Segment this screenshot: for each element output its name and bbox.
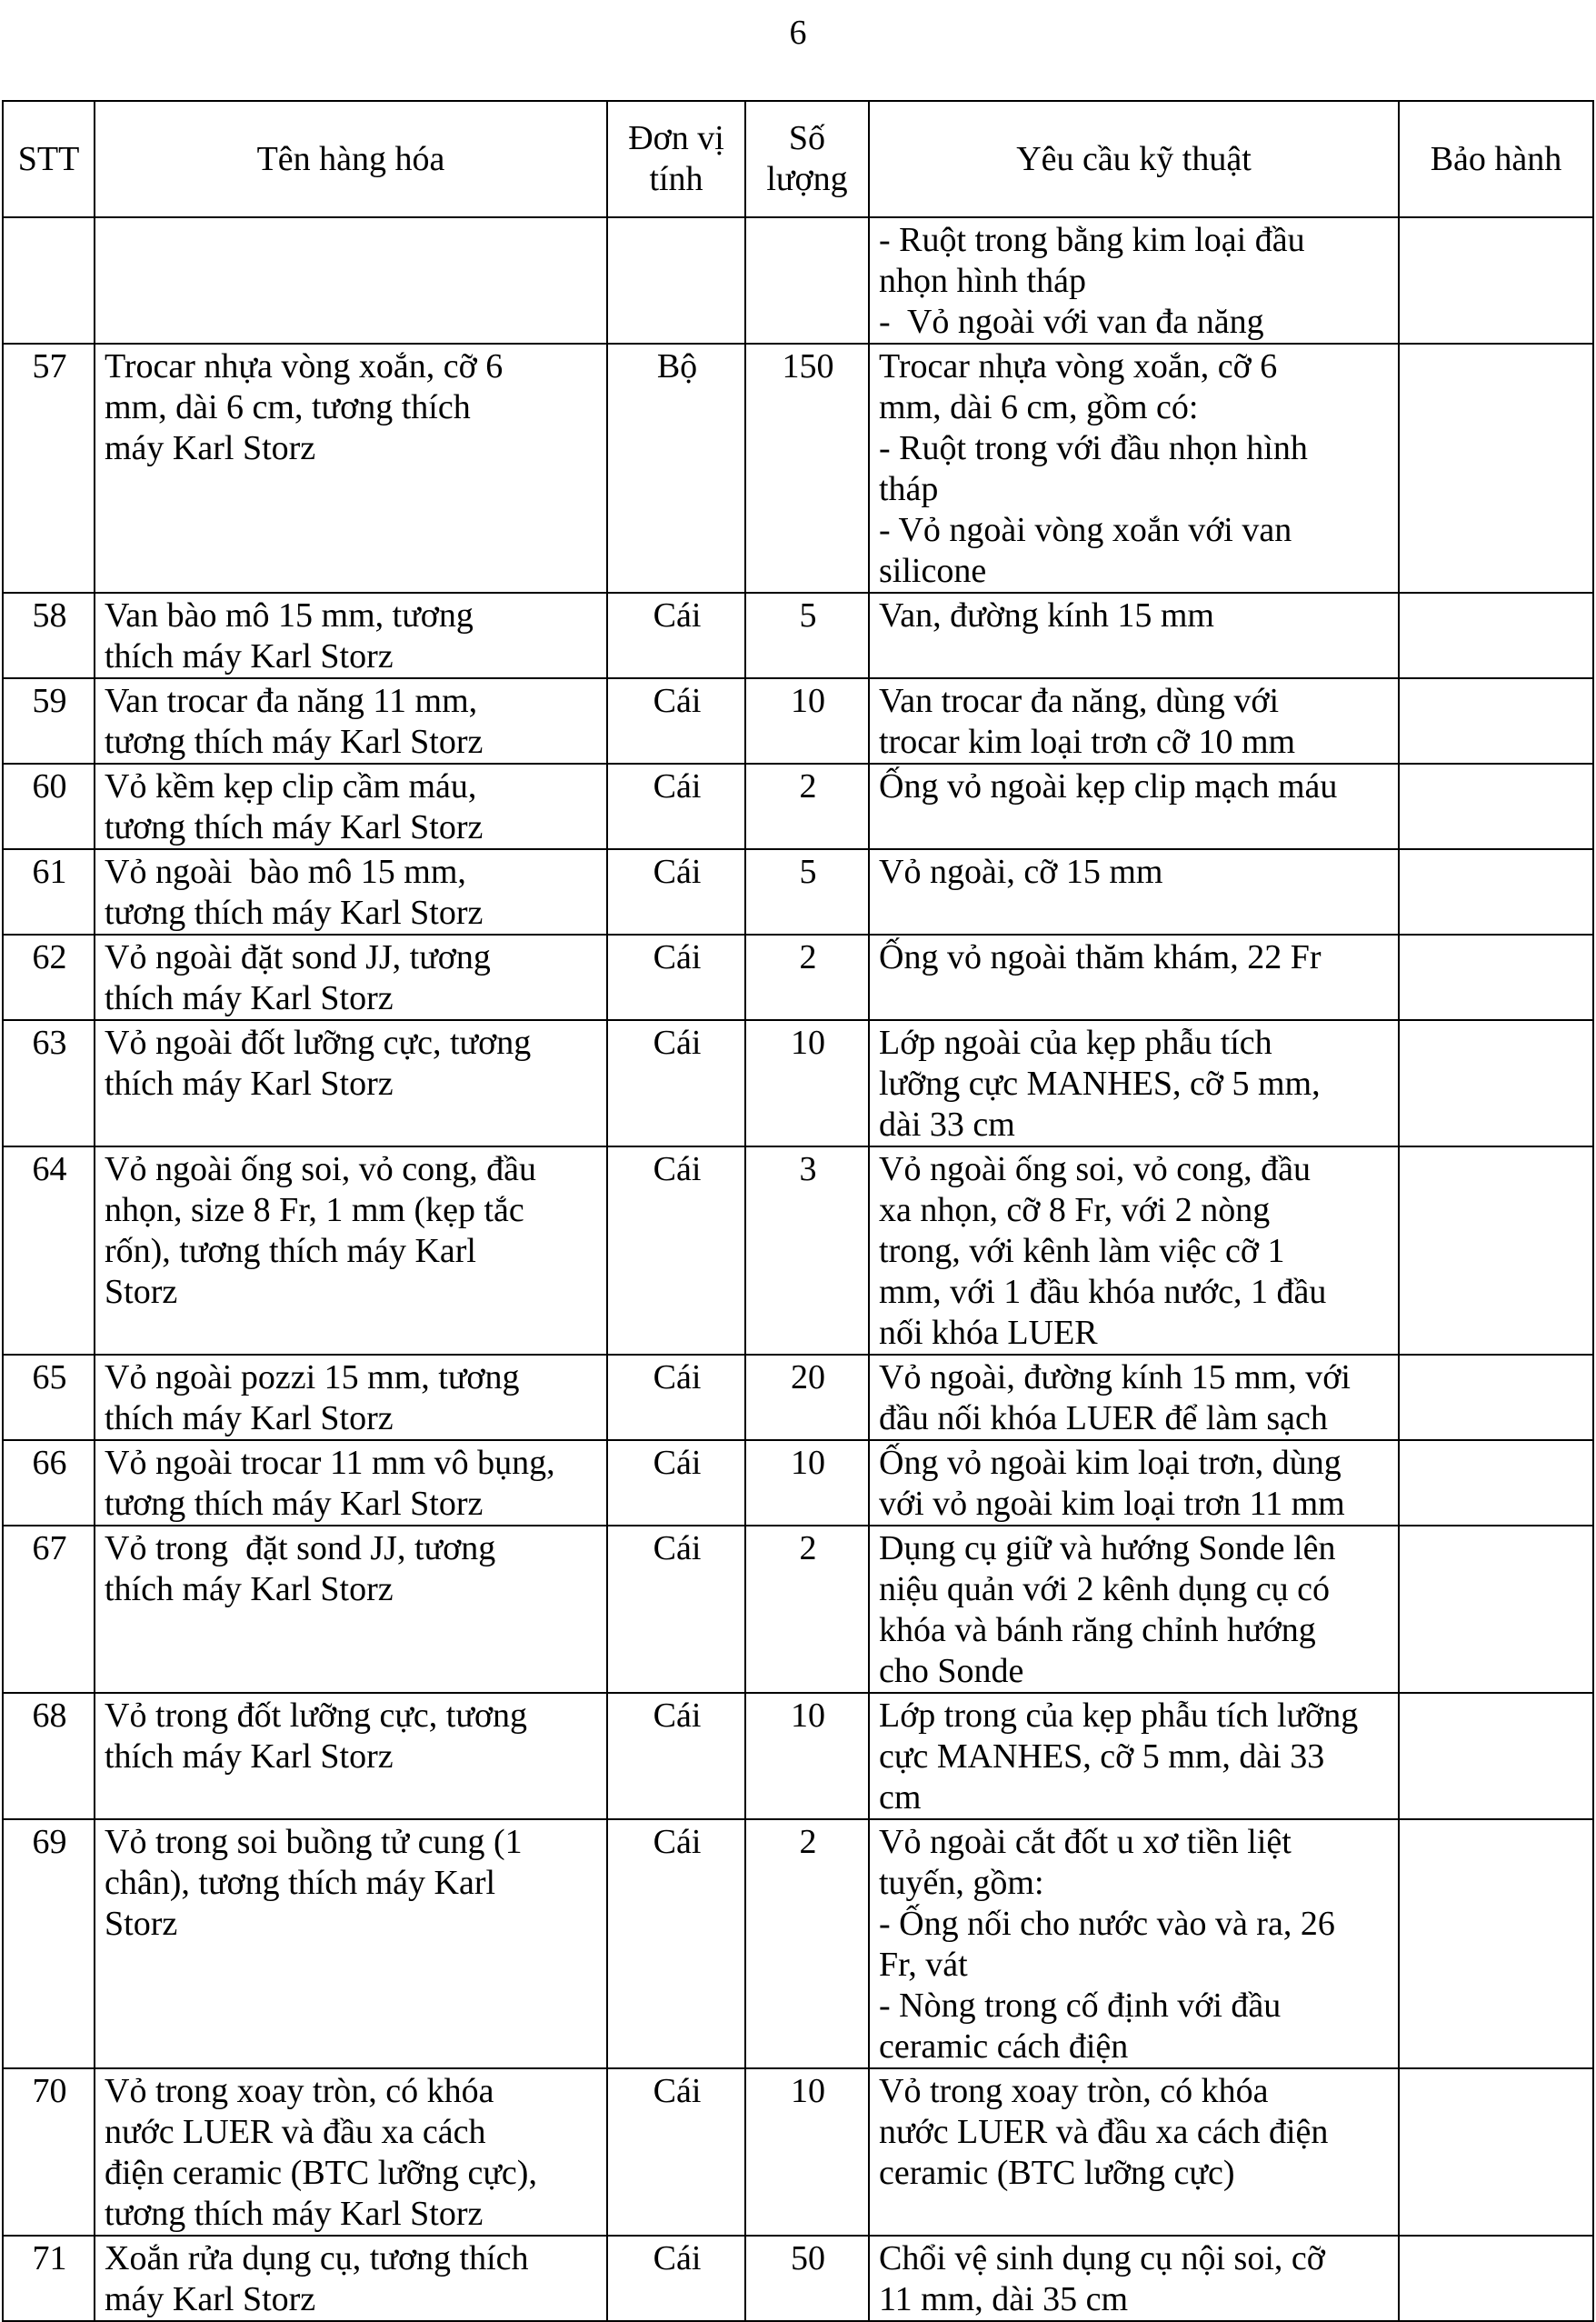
cell-unit: Cái <box>607 678 745 764</box>
cell-spec <box>869 2068 1399 2236</box>
table-row <box>3 2236 1593 2321</box>
cell-name-line: chân), tương thích máy Karl <box>105 1864 496 1902</box>
cell-spec-line: niệu quản với 2 kênh dụng cụ có <box>879 1570 1331 1608</box>
cell-name <box>95 935 607 1020</box>
cell-name-line: Storz <box>105 1905 178 1943</box>
cell-unit: Cái <box>607 1355 745 1440</box>
cell-spec <box>869 593 1399 678</box>
table-row <box>3 1355 1593 1440</box>
cell-name-line: tương thích máy Karl Storz <box>105 2195 484 2233</box>
cell-unit: Cái <box>607 1693 745 1819</box>
cell-spec <box>869 344 1399 593</box>
cell-name <box>95 593 607 678</box>
cell-name-line: mm, dài 6 cm, tương thích <box>105 388 471 426</box>
cell-spec-line: đầu nối khóa LUER để làm sạch <box>879 1399 1328 1437</box>
cell-stt: 71 <box>3 2236 95 2321</box>
cell-name <box>95 678 607 764</box>
cell-qty: 10 <box>745 2068 869 2236</box>
table-row <box>3 2068 1593 2236</box>
cell-unit: Cái <box>607 764 745 849</box>
cell-spec-line: lưỡng cực MANHES, cỡ 5 mm, <box>879 1065 1321 1103</box>
cell-name-line: thích máy Karl Storz <box>105 979 394 1017</box>
table-row <box>3 1020 1593 1146</box>
cell-qty: 5 <box>745 593 869 678</box>
cell-name-line: nhọn, size 8 Fr, 1 mm (kẹp tắc <box>105 1191 524 1229</box>
cell-name-line: Vỏ ngoài pozzi 15 mm, tương <box>105 1358 520 1396</box>
cell-name <box>95 1440 607 1526</box>
header-qty-line: lượng <box>766 160 848 198</box>
cell-stt: 68 <box>3 1693 95 1819</box>
cell-unit: Cái <box>607 935 745 1020</box>
cell-name-line: Vỏ ngoài bào mô 15 mm, <box>105 853 466 891</box>
cell-spec-line: 11 mm, dài 35 cm <box>879 2280 1129 2318</box>
table-row <box>3 678 1593 764</box>
table-row <box>3 1146 1593 1355</box>
table-row <box>3 1440 1593 1526</box>
cell-qty: 5 <box>745 849 869 935</box>
cell-spec-line: nối khóa LUER <box>879 1314 1098 1352</box>
cell-name-line: tương thích máy Karl Storz <box>105 723 484 761</box>
cell-warranty <box>1399 1526 1593 1693</box>
cell-qty: 20 <box>745 1355 869 1440</box>
cell-name-line: Storz <box>105 1273 178 1311</box>
cell-warranty <box>1399 1440 1593 1526</box>
cell-name-line: Vỏ ngoài đặt sond JJ, tương <box>105 938 491 976</box>
table-row <box>3 1693 1593 1819</box>
cell-stt: 63 <box>3 1020 95 1146</box>
cell-warranty <box>1399 2068 1593 2236</box>
cell-spec-line: Vỏ ngoài, đường kính 15 mm, với <box>879 1358 1351 1396</box>
header-name: Tên hàng hóa <box>95 101 607 217</box>
cell-spec-line: Chổi vệ sinh dụng cụ nội soi, cỡ <box>879 2239 1325 2277</box>
cell-spec-line: Vỏ ngoài cắt đốt u xơ tiền liệt <box>879 1823 1292 1861</box>
cell-unit: Cái <box>607 2068 745 2236</box>
cell-spec-line: ceramic cách điện <box>879 2027 1129 2066</box>
cell-qty: 10 <box>745 678 869 764</box>
cell-qty: 3 <box>745 1146 869 1355</box>
cell-unit: Cái <box>607 1440 745 1526</box>
cell-spec-line: ceramic (BTC lưỡng cực) <box>879 2154 1235 2192</box>
table-row <box>3 764 1593 849</box>
cell-spec-line: Lớp trong của kẹp phẫu tích lưỡng <box>879 1696 1359 1735</box>
cell-spec-line: - Ruột trong với đầu nhọn hình <box>879 429 1308 467</box>
cell-stt: 61 <box>3 849 95 935</box>
header-stt: STT <box>3 101 95 217</box>
cell-spec-line: Vỏ ngoài ống soi, vỏ cong, đầu <box>879 1150 1311 1188</box>
page-number: 6 <box>789 14 807 52</box>
cell-name-line: thích máy Karl Storz <box>105 1399 394 1437</box>
cell-warranty <box>1399 1020 1593 1146</box>
cell-name-line: thích máy Karl Storz <box>105 637 394 676</box>
cell-spec-line: Vỏ trong xoay tròn, có khóa <box>879 2072 1269 2110</box>
cell-spec-line: xa nhọn, cỡ 8 Fr, với 2 nòng <box>879 1191 1271 1229</box>
cell-spec <box>869 935 1399 1020</box>
header-unit-line: Đơn vị <box>628 119 724 157</box>
header-unit <box>607 101 745 217</box>
header-warranty: Bảo hành <box>1399 101 1593 217</box>
cell-name-line: Trocar nhựa vòng xoắn, cỡ 6 <box>105 347 504 385</box>
cell-warranty <box>1399 849 1593 935</box>
cell-stt: 69 <box>3 1819 95 2068</box>
cell-name-line: Vỏ trong đốt lưỡng cực, tương <box>105 1696 528 1735</box>
cell-qty: 2 <box>745 935 869 1020</box>
cell-warranty <box>1399 1355 1593 1440</box>
cell-name-line: thích máy Karl Storz <box>105 1570 394 1608</box>
cell-name <box>95 1020 607 1146</box>
table-row <box>3 217 1593 344</box>
cell-name-line: Vỏ trong soi buồng tử cung (1 <box>105 1823 523 1861</box>
cell-name <box>95 1146 607 1355</box>
cell-spec-line: Dụng cụ giữ và hướng Sonde lên <box>879 1529 1336 1567</box>
cell-name-line: Van trocar đa năng 11 mm, <box>105 682 478 720</box>
cell-spec-line: tháp <box>879 470 939 508</box>
cell-name-line: thích máy Karl Storz <box>105 1737 394 1776</box>
cell-name-line: tương thích máy Karl Storz <box>105 808 484 846</box>
cell-spec-line: cực MANHES, cỡ 5 mm, dài 33 <box>879 1737 1325 1776</box>
cell-spec-line: Fr, vát <box>879 1946 968 1984</box>
cell-qty: 10 <box>745 1440 869 1526</box>
cell-name-line: Vỏ trong xoay tròn, có khóa <box>105 2072 494 2110</box>
cell-spec-line: cm <box>879 1778 922 1817</box>
cell-spec-line: - Ruột trong bằng kim loại đầu <box>879 221 1305 259</box>
cell-spec <box>869 764 1399 849</box>
cell-name-line: rốn), tương thích máy Karl <box>105 1232 476 1270</box>
cell-spec-line: - Nòng trong cố định với đầu <box>879 1987 1282 2025</box>
cell-qty: 2 <box>745 764 869 849</box>
cell-unit: Cái <box>607 1146 745 1355</box>
cell-name-line: Van bào mô 15 mm, tương <box>105 596 474 635</box>
cell-unit <box>607 217 745 344</box>
cell-spec-line: khóa và bánh răng chỉnh hướng <box>879 1611 1316 1649</box>
cell-unit: Cái <box>607 849 745 935</box>
header-spec: Yêu cầu kỹ thuật <box>869 101 1399 217</box>
cell-spec-line: cho Sonde <box>879 1652 1024 1690</box>
cell-spec <box>869 1020 1399 1146</box>
cell-name-line: Vỏ trong đặt sond JJ, tương <box>105 1529 496 1567</box>
cell-name <box>95 344 607 593</box>
cell-qty: 150 <box>745 344 869 593</box>
table-row <box>3 1526 1593 1693</box>
cell-name <box>95 217 607 344</box>
table-row <box>3 935 1593 1020</box>
cell-name-line: điện ceramic (BTC lưỡng cực), <box>105 2154 537 2192</box>
cell-name-line: thích máy Karl Storz <box>105 1065 394 1103</box>
cell-spec-line: trocar kim loại trơn cỡ 10 mm <box>879 723 1296 761</box>
cell-stt: 67 <box>3 1526 95 1693</box>
cell-name <box>95 2236 607 2321</box>
cell-spec-line: Van trocar đa năng, dùng với <box>879 682 1280 720</box>
cell-unit: Bộ <box>607 344 745 593</box>
cell-spec <box>869 2236 1399 2321</box>
cell-spec <box>869 217 1399 344</box>
table-header-row <box>3 101 1593 217</box>
cell-stt: 58 <box>3 593 95 678</box>
cell-spec <box>869 1146 1399 1355</box>
cell-warranty <box>1399 1146 1593 1355</box>
header-qty-line: Số <box>788 119 826 157</box>
cell-spec-line: - Ống nối cho nước vào và ra, 26 <box>879 1905 1335 1943</box>
cell-spec-line: - Vỏ ngoài với van đa năng <box>879 303 1264 341</box>
cell-qty <box>745 217 869 344</box>
cell-name-line: máy Karl Storz <box>105 2280 316 2318</box>
table-row <box>3 1819 1593 2068</box>
cell-spec <box>869 1526 1399 1693</box>
cell-name-line: máy Karl Storz <box>105 429 316 467</box>
cell-unit: Cái <box>607 1819 745 2068</box>
cell-stt: 57 <box>3 344 95 593</box>
cell-unit: Cái <box>607 1526 745 1693</box>
cell-warranty <box>1399 1819 1593 2068</box>
cell-name <box>95 1819 607 2068</box>
cell-spec-line: Van, đường kính 15 mm <box>879 596 1214 635</box>
cell-warranty <box>1399 344 1593 593</box>
cell-unit: Cái <box>607 1020 745 1146</box>
cell-spec-line: silicone <box>879 552 987 590</box>
cell-warranty <box>1399 217 1593 344</box>
table-row <box>3 344 1593 593</box>
cell-spec-line: mm, với 1 đầu khóa nước, 1 đầu <box>879 1273 1327 1311</box>
cell-stt: 70 <box>3 2068 95 2236</box>
cell-spec-line: nhọn hình tháp <box>879 262 1086 300</box>
cell-qty: 2 <box>745 1526 869 1693</box>
cell-spec-line: với vỏ ngoài kim loại trơn 11 mm <box>879 1485 1345 1523</box>
cell-spec-line: Ống vỏ ngoài kẹp clip mạch máu <box>879 767 1338 806</box>
cell-spec <box>869 1440 1399 1526</box>
cell-name <box>95 764 607 849</box>
cell-unit: Cái <box>607 593 745 678</box>
cell-spec-line: Lớp ngoài của kẹp phẫu tích <box>879 1024 1272 1062</box>
header-qty <box>745 101 869 217</box>
cell-spec-line: mm, dài 6 cm, gồm có: <box>879 388 1199 426</box>
cell-spec-line: - Vỏ ngoài vòng xoắn với van <box>879 511 1292 549</box>
cell-name-line: Xoắn rửa dụng cụ, tương thích <box>105 2239 529 2277</box>
cell-name-line: Vỏ ngoài trocar 11 mm vô bụng, <box>105 1444 555 1482</box>
cell-spec <box>869 1355 1399 1440</box>
cell-name-line: Vỏ kềm kẹp clip cầm máu, <box>105 767 477 806</box>
cell-qty: 50 <box>745 2236 869 2321</box>
cell-warranty <box>1399 678 1593 764</box>
cell-spec <box>869 1819 1399 2068</box>
cell-stt: 64 <box>3 1146 95 1355</box>
cell-qty: 10 <box>745 1020 869 1146</box>
cell-spec-line: nước LUER và đầu xa cách điện <box>879 2113 1329 2151</box>
cell-qty: 10 <box>745 1693 869 1819</box>
cell-name-line: Vỏ ngoài đốt lưỡng cực, tương <box>105 1024 532 1062</box>
cell-name <box>95 849 607 935</box>
cell-spec <box>869 678 1399 764</box>
cell-stt: 65 <box>3 1355 95 1440</box>
cell-spec-line: Trocar nhựa vòng xoắn, cỡ 6 <box>879 347 1278 385</box>
cell-spec <box>869 849 1399 935</box>
goods-table <box>2 100 1594 2322</box>
cell-spec-line: Vỏ ngoài, cỡ 15 mm <box>879 853 1163 891</box>
cell-name-line: tương thích máy Karl Storz <box>105 1485 484 1523</box>
cell-warranty <box>1399 935 1593 1020</box>
table-row <box>3 849 1593 935</box>
cell-stt: 66 <box>3 1440 95 1526</box>
cell-spec-line: Ống vỏ ngoài thăm khám, 22 Fr <box>879 938 1322 976</box>
cell-spec-line: tuyến, gồm: <box>879 1864 1044 1902</box>
table-row <box>3 593 1593 678</box>
cell-stt: 59 <box>3 678 95 764</box>
cell-warranty <box>1399 764 1593 849</box>
cell-name-line: nước LUER và đầu xa cách <box>105 2113 486 2151</box>
cell-name-line: tương thích máy Karl Storz <box>105 894 484 932</box>
cell-name <box>95 1526 607 1693</box>
cell-name-line: Vỏ ngoài ống soi, vỏ cong, đầu <box>105 1150 536 1188</box>
cell-name <box>95 2068 607 2236</box>
cell-warranty <box>1399 2236 1593 2321</box>
cell-spec-line: dài 33 cm <box>879 1106 1015 1144</box>
cell-stt: 62 <box>3 935 95 1020</box>
cell-unit: Cái <box>607 2236 745 2321</box>
cell-warranty <box>1399 593 1593 678</box>
cell-name <box>95 1355 607 1440</box>
cell-spec <box>869 1693 1399 1819</box>
cell-warranty <box>1399 1693 1593 1819</box>
cell-name <box>95 1693 607 1819</box>
cell-spec-line: trong, với kênh làm việc cỡ 1 <box>879 1232 1285 1270</box>
cell-spec-line: Ống vỏ ngoài kim loại trơn, dùng <box>879 1444 1342 1482</box>
cell-qty: 2 <box>745 1819 869 2068</box>
header-unit-line: tính <box>649 160 703 198</box>
cell-stt: 60 <box>3 764 95 849</box>
cell-stt <box>3 217 95 344</box>
